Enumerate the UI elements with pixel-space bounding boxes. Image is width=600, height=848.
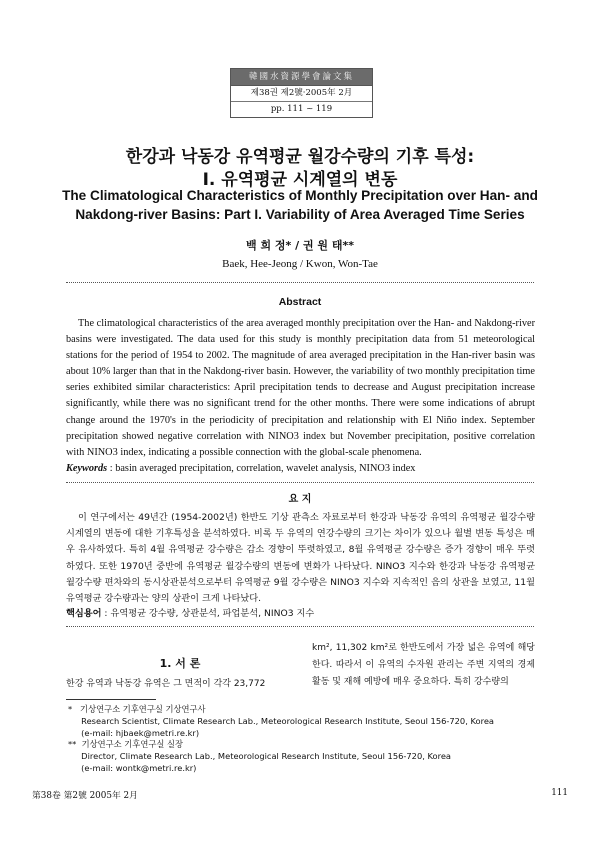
summary-text: 이 연구에서는 49년간 (1954-2002년) 한반도 기상 관측소 자료로부터 한강과 낙동강 유역의 유역평균 월강수량 시계열의 변동에 대한 기후특성을 분석하였다. 비록 두 유역의 연강수량의 크기는 차이가 있으나 월별 변동 특성은 매우 유사하였다. 특히 4월 유역평균 강수량은 감소 경향이 뚜렷하였고, 8월 유역평균 강수량은 증가 경향이 매우 뚜렷하였다. 또한 1970년 중반에 유역평균 월강수량의 변동에 변화가 나타났다. NINO3 지수와 한강과 낙동강 유역평균 월강수량 편차와의 동시상관분석으로부터 유역평균 9월 강수량은 NINO3 지수와 지속적인 음의 상관을 보였고, 11월 유역평균 강수량과는 양의 상관이 크게 나타났다. xyxy=(66,512,535,605)
title-english-line1: The Climatological Characteristics of Monthly Precipitation over Han- and xyxy=(62,188,538,203)
journal-issue: 제38권 제2號·2005年 2月 xyxy=(231,86,372,102)
keywords xyxy=(66,461,535,477)
footnotes xyxy=(68,704,494,775)
introduction-heading: 1. 서 론 xyxy=(159,657,201,670)
journal-name: 韓國水資源學會論文集 xyxy=(231,69,372,86)
footnote-line: Research Scientist, Climate Research Lab., Meteorological Research Institute, Seoul 156-720, Korea xyxy=(68,715,495,726)
keywords-label: Keywords xyxy=(66,463,108,474)
footnote-line: * 기상연구소 기후연구실 기상연구사 xyxy=(68,704,206,714)
title-english-line2: Nakdong-river Basins: Part I. Variability of Area Averaged Time Series xyxy=(75,207,525,222)
page-number: 111 xyxy=(551,788,568,798)
keywords-text: : basin averaged precipitation, correlation, wavelet analysis, NINO3 index xyxy=(107,463,416,474)
journal-pages: pp. 111 ~ 119 xyxy=(270,104,333,114)
summary-keywords xyxy=(66,606,535,622)
introduction-right-column: km², 11,302 km²로 한반도에서 가장 넓은 유역에 해당한다. 따라서 이 유역의 수자원 관리는 주변 지역의 경제활동 및 재해 예방에 매우 중요하다. 특히 강수량의 xyxy=(312,643,535,687)
footer-issue: 第38卷 第2號 2005年 2月 xyxy=(32,791,138,801)
abstract-heading: Abstract xyxy=(278,296,322,308)
authors-english: Baek, Hee-Jeong / Kwon, Won-Tae xyxy=(222,258,378,270)
abstract-text: The climatological characteristics of the area averaged monthly precipitation over the Han- and Nakdong-river basins were investigated. The data used for this study is monthly precipitation data from 51 meteorological stations for the period of 1954 to 2002. The magnitude of area averaged precipitation in the Han-river basin was about 10% larger than that in the Nakdong-river basin. However, the variability of two monthly precipitation time series exhibited similar characteristics: April precipitation tends to decrease and August precipitation increase significantly, while there was no significant trend for the other months. There were some indications of abrupt change around the 1970's in the periodicity of precipitation and relationship with El Niño index. September precipitation showed negative correlation with NINO3 index but November precipitation, positive correlation with NINO3 index, indicating a possible connection with the global-scale phenomena. xyxy=(66,318,535,458)
introduction-left-column: 한강 유역과 낙동강 유역은 그 면적이 각각 23,772 xyxy=(66,679,266,689)
summary-keywords-text: : 유역평균 강수량, 상관분석, 파업분석, NINO3 지수 xyxy=(101,608,315,619)
summary-keywords-label: 핵심용어 xyxy=(66,608,102,619)
divider xyxy=(66,282,534,283)
divider xyxy=(66,482,534,483)
footnote-rule xyxy=(66,699,156,700)
authors-korean: 백 희 정* / 권 원 태** xyxy=(245,239,354,252)
footnote-line: ** 기상연구소 기후연구실 실장 xyxy=(68,739,184,750)
summary-heading: 요 지 xyxy=(288,494,312,505)
title-korean-line1: 한강과 낙동강 유역평균 월강수량의 기후 특성: xyxy=(125,147,475,167)
divider xyxy=(66,626,534,627)
footnote-line: Director, Climate Research Lab., Meteorological Research Institute, Seoul 156-720, Korea xyxy=(68,751,452,762)
journal-header-box xyxy=(230,68,373,118)
title-korean-line2: I. 유역평균 시계열의 변동 xyxy=(202,170,398,190)
footnote-line: (e-mail: hjbaek@metri.re.kr) xyxy=(68,727,200,738)
footnote-line: (e-mail: wontk@metri.re.kr) xyxy=(68,762,197,773)
